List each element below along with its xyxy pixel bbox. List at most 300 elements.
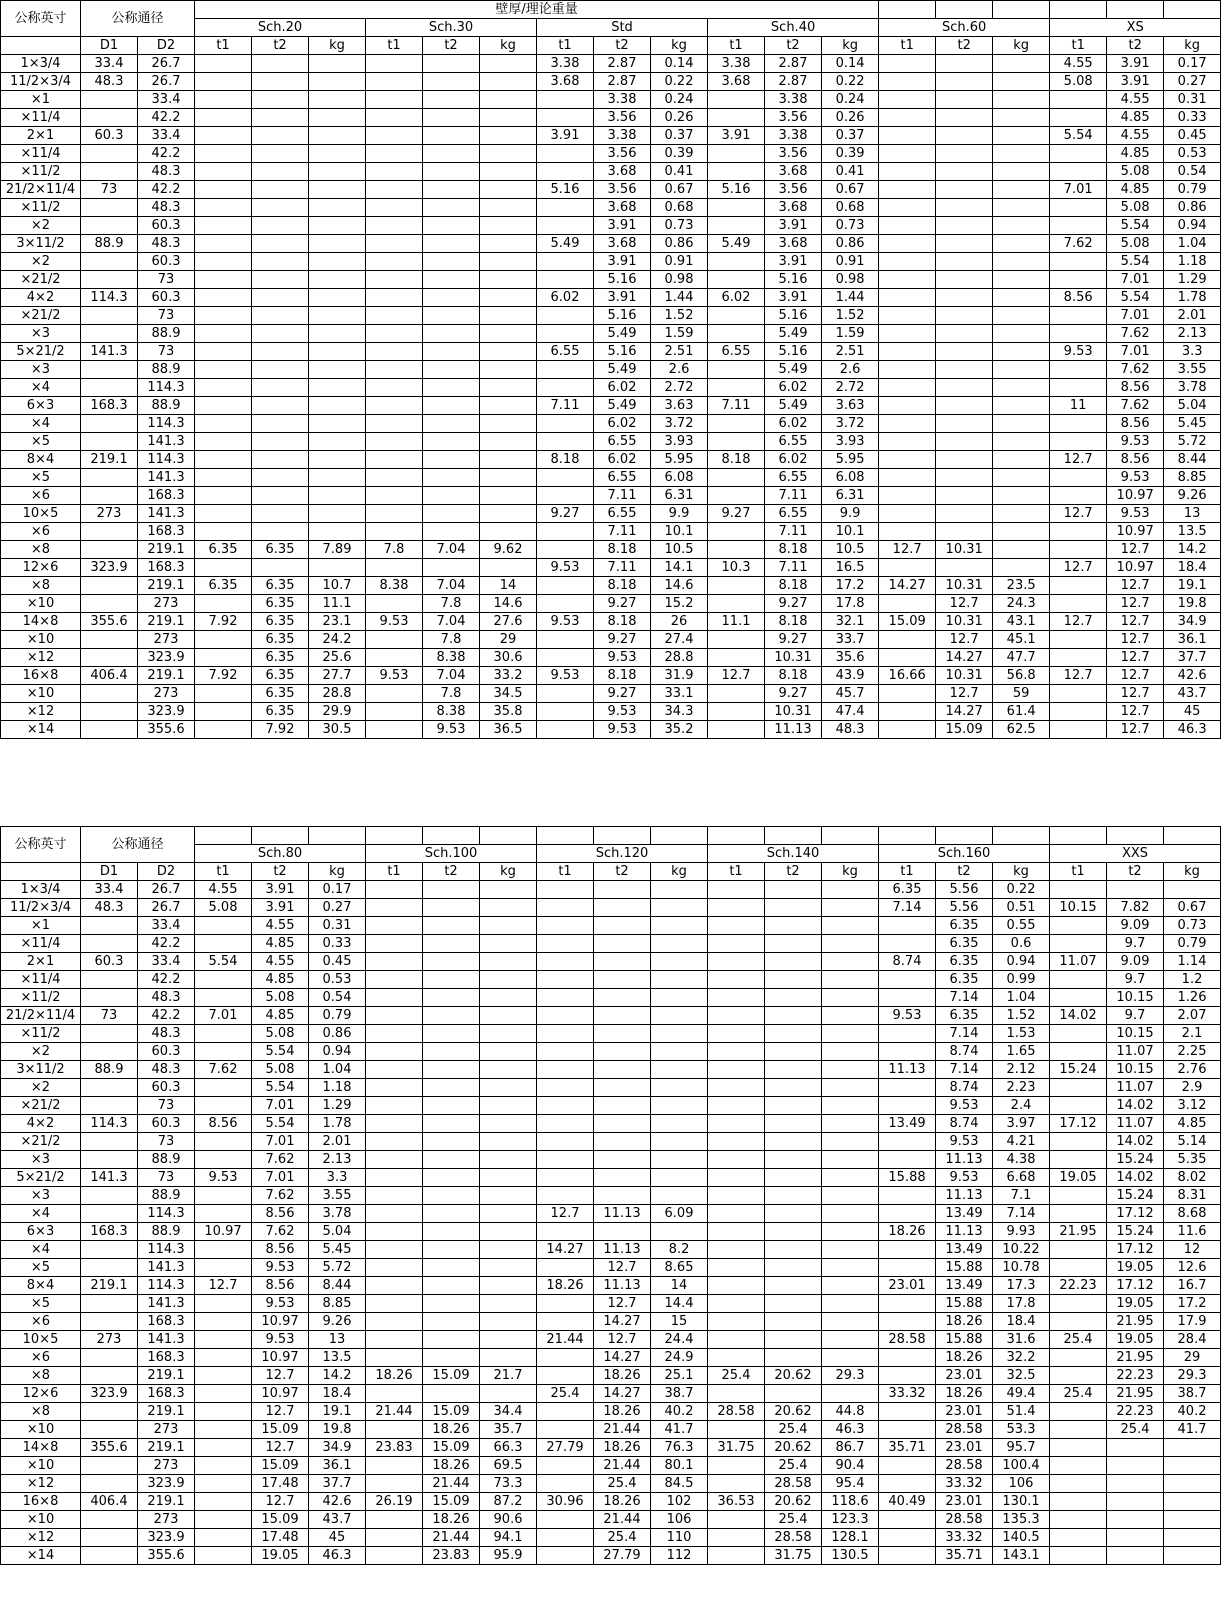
column-header-d1: D1 — [81, 37, 138, 55]
table-cell — [936, 325, 993, 343]
table-cell — [81, 271, 138, 289]
table-cell — [822, 881, 879, 899]
table-cell — [822, 1151, 879, 1169]
table-cell — [195, 1349, 252, 1367]
table-cell — [195, 343, 252, 361]
table-cell: 0.53 — [1164, 145, 1221, 163]
table-cell: 29.3 — [1164, 1367, 1221, 1385]
table-cell — [1050, 307, 1107, 325]
table-cell — [708, 271, 765, 289]
table-cell: 219.1 — [138, 1367, 195, 1385]
table-cell — [195, 1295, 252, 1313]
table-cell — [879, 109, 936, 127]
table-cell — [708, 1205, 765, 1223]
table-cell — [993, 343, 1050, 361]
table-cell: 168.3 — [138, 487, 195, 505]
table-row — [1, 1169, 1221, 1187]
table-cell: 3.97 — [993, 1115, 1050, 1133]
schedule-header: Sch.120 — [537, 845, 708, 863]
table-cell — [366, 1349, 423, 1367]
table-cell — [936, 451, 993, 469]
table-cell: 0.86 — [822, 235, 879, 253]
table-cell: 0.94 — [1164, 217, 1221, 235]
table-cell: 42.2 — [138, 109, 195, 127]
table-cell: 19.05 — [252, 1547, 309, 1565]
table-cell — [366, 1457, 423, 1475]
table-cell: 3.91 — [765, 289, 822, 307]
table-cell — [309, 289, 366, 307]
table-cell: 5.49 — [765, 361, 822, 379]
table-cell: 3.56 — [765, 181, 822, 199]
table-cell — [1107, 1511, 1164, 1529]
table-cell: 12.7 — [594, 1259, 651, 1277]
table-cell: 9.53 — [1107, 433, 1164, 451]
table-cell: 1.53 — [993, 1025, 1050, 1043]
table-row — [1, 253, 1221, 271]
table-cell: 7.11 — [765, 487, 822, 505]
table-cell: 33.4 — [138, 127, 195, 145]
table-cell: 2.13 — [309, 1151, 366, 1169]
table-cell — [423, 917, 480, 935]
table-cell — [195, 523, 252, 541]
table-cell — [1164, 1439, 1221, 1457]
table-cell — [423, 953, 480, 971]
table-cell: 10.97 — [252, 1385, 309, 1403]
table-cell — [537, 935, 594, 953]
table-cell: 15.09 — [252, 1421, 309, 1439]
table-cell — [423, 91, 480, 109]
table-cell: 0.33 — [309, 935, 366, 953]
table-cell: 9.7 — [1107, 971, 1164, 989]
table-cell: 3.91 — [537, 127, 594, 145]
table-cell: 20.62 — [765, 1439, 822, 1457]
table-cell — [993, 397, 1050, 415]
table-cell — [195, 55, 252, 73]
table-cell: 95.7 — [993, 1439, 1050, 1457]
table-cell: 0.67 — [822, 181, 879, 199]
table-cell — [81, 415, 138, 433]
table-cell: 6.02 — [594, 451, 651, 469]
table-cell: 21.44 — [423, 1529, 480, 1547]
table-cell — [537, 271, 594, 289]
table-cell: 18.26 — [423, 1511, 480, 1529]
table-cell — [537, 899, 594, 917]
table-cell: 8.74 — [936, 1115, 993, 1133]
table-cell — [651, 971, 708, 989]
table-cell: 114.3 — [138, 1205, 195, 1223]
table-cell — [1107, 1547, 1164, 1565]
table-cell — [651, 1025, 708, 1043]
table-cell: 3.56 — [594, 181, 651, 199]
nominal-size-cell: ×8 — [1, 577, 81, 595]
nominal-size-cell: ×4 — [1, 1205, 81, 1223]
table-cell — [366, 55, 423, 73]
table-cell: 11.1 — [309, 595, 366, 613]
table-cell: 5.56 — [936, 899, 993, 917]
table-cell: 8.18 — [708, 451, 765, 469]
table-cell — [594, 971, 651, 989]
table-cell: 8.18 — [594, 613, 651, 631]
table-cell: 25.1 — [651, 1367, 708, 1385]
table-cell: 23.01 — [936, 1439, 993, 1457]
table-cell — [423, 1079, 480, 1097]
table-cell: 273 — [81, 505, 138, 523]
table-cell — [309, 523, 366, 541]
table-cell — [81, 1313, 138, 1331]
table-cell: 5.54 — [195, 953, 252, 971]
table-row — [1, 505, 1221, 523]
table-cell — [480, 1349, 537, 1367]
table-cell — [1050, 1511, 1107, 1529]
table-cell — [423, 1151, 480, 1169]
table-cell: 3.91 — [252, 899, 309, 917]
table-cell — [708, 1475, 765, 1493]
table-cell — [480, 163, 537, 181]
table-cell: 5.16 — [594, 271, 651, 289]
table-cell — [708, 685, 765, 703]
table-cell: 1.14 — [1164, 953, 1221, 971]
table-cell — [936, 55, 993, 73]
table-cell: 35.7 — [480, 1421, 537, 1439]
table-cell — [879, 469, 936, 487]
table-cell: 4.55 — [252, 953, 309, 971]
table-cell: 8.56 — [1107, 415, 1164, 433]
table-cell: 8.74 — [936, 1043, 993, 1061]
table-cell — [879, 595, 936, 613]
table-cell — [366, 1079, 423, 1097]
table-cell: 12.7 — [195, 1277, 252, 1295]
nominal-size-cell: 12×6 — [1, 559, 81, 577]
table-cell — [1164, 1, 1221, 19]
table-cell — [366, 505, 423, 523]
table-cell — [936, 379, 993, 397]
table-cell — [195, 971, 252, 989]
table-cell — [1164, 1511, 1221, 1529]
table-cell — [423, 1313, 480, 1331]
table-cell: 29 — [480, 631, 537, 649]
table-cell — [1050, 433, 1107, 451]
table-row — [1, 721, 1221, 739]
table-cell: 21.7 — [480, 1367, 537, 1385]
table-cell: 2.51 — [822, 343, 879, 361]
table-cell: 23.01 — [936, 1403, 993, 1421]
table-cell: 6.55 — [537, 343, 594, 361]
table-cell — [594, 1223, 651, 1241]
column-header-t2: t2 — [765, 863, 822, 881]
nominal-size-cell: 14×8 — [1, 1439, 81, 1457]
table-cell — [1050, 361, 1107, 379]
table-cell: 2.6 — [651, 361, 708, 379]
table-cell — [423, 523, 480, 541]
table-cell: 14.6 — [651, 577, 708, 595]
table-cell — [480, 415, 537, 433]
table-cell: 7.01 — [1050, 181, 1107, 199]
table-row — [1, 1367, 1221, 1385]
table-cell — [765, 1349, 822, 1367]
table-cell — [765, 1205, 822, 1223]
table-cell: 42.2 — [138, 1007, 195, 1025]
table-cell: 73 — [138, 1097, 195, 1115]
table-cell — [879, 989, 936, 1007]
table-cell: 94.1 — [480, 1529, 537, 1547]
table-cell — [252, 163, 309, 181]
table-cell — [252, 127, 309, 145]
table-cell: 1.04 — [309, 1061, 366, 1079]
table-cell — [879, 289, 936, 307]
table-cell: 32.5 — [993, 1367, 1050, 1385]
table-row — [1, 145, 1221, 163]
schedule-header: XXS — [1050, 845, 1221, 863]
table-cell — [81, 1457, 138, 1475]
table-cell — [879, 397, 936, 415]
table-cell: 43.1 — [993, 613, 1050, 631]
table-cell: 14.02 — [1050, 1007, 1107, 1025]
table-cell — [765, 1295, 822, 1313]
table-cell: 6.09 — [651, 1205, 708, 1223]
table-cell — [993, 199, 1050, 217]
table-cell — [195, 559, 252, 577]
table-cell — [423, 163, 480, 181]
table-cell — [1164, 1457, 1221, 1475]
table-cell: 27.7 — [309, 667, 366, 685]
table-cell: 73 — [138, 1133, 195, 1151]
table-cell — [1107, 1475, 1164, 1493]
table-cell — [993, 325, 1050, 343]
table-cell — [252, 253, 309, 271]
table-cell — [879, 935, 936, 953]
table-cell: 33.4 — [81, 55, 138, 73]
table-cell — [366, 1007, 423, 1025]
table-cell: 17.12 — [1107, 1241, 1164, 1259]
table-cell — [423, 109, 480, 127]
table-row — [1, 1439, 1221, 1457]
table-cell — [423, 199, 480, 217]
table-cell: 0.41 — [651, 163, 708, 181]
table-cell — [81, 487, 138, 505]
schedule-header: Sch.80 — [195, 845, 366, 863]
table-cell — [423, 1061, 480, 1079]
table-cell — [366, 971, 423, 989]
table-row — [1, 971, 1221, 989]
table-cell: 29 — [1164, 1349, 1221, 1367]
table-cell: 2.25 — [1164, 1043, 1221, 1061]
table-cell — [195, 145, 252, 163]
table-cell — [1050, 541, 1107, 559]
table-cell — [708, 1421, 765, 1439]
table-row — [1, 1493, 1221, 1511]
table-cell — [1050, 631, 1107, 649]
table-cell: 6.02 — [537, 289, 594, 307]
table-cell — [480, 433, 537, 451]
table-cell — [252, 271, 309, 289]
table-cell — [81, 649, 138, 667]
table-cell — [879, 1547, 936, 1565]
table-cell: 12.7 — [252, 1403, 309, 1421]
table-cell: 17.12 — [1107, 1277, 1164, 1295]
nominal-size-cell: ×5 — [1, 433, 81, 451]
table-cell — [879, 1403, 936, 1421]
table-row — [1, 415, 1221, 433]
table-cell — [708, 1241, 765, 1259]
table-cell — [537, 1529, 594, 1547]
table-cell: 4.85 — [1164, 1115, 1221, 1133]
table-cell: 11.13 — [936, 1223, 993, 1241]
table-cell: 25.4 — [765, 1511, 822, 1529]
table-cell — [366, 631, 423, 649]
table-cell — [423, 451, 480, 469]
table-cell: 21.95 — [1050, 1223, 1107, 1241]
table-cell: 219.1 — [138, 1493, 195, 1511]
table-cell — [708, 379, 765, 397]
column-header-t1: t1 — [708, 863, 765, 881]
table-cell: 13.49 — [936, 1277, 993, 1295]
table-cell — [765, 1043, 822, 1061]
table-cell — [879, 1457, 936, 1475]
table-cell: 15.09 — [423, 1439, 480, 1457]
table-cell: 8.31 — [1164, 1187, 1221, 1205]
table-cell: 4.55 — [1107, 91, 1164, 109]
table-cell: 3.91 — [765, 253, 822, 271]
table-cell — [537, 109, 594, 127]
nominal-size-cell: ×10 — [1, 1511, 81, 1529]
table-cell: 8.85 — [309, 1295, 366, 1313]
column-header-t2: t2 — [423, 37, 480, 55]
table-cell: 49.4 — [993, 1385, 1050, 1403]
table-row — [1, 1457, 1221, 1475]
table-cell — [651, 1133, 708, 1151]
table-cell: 23.01 — [879, 1277, 936, 1295]
column-header-t2: t2 — [936, 37, 993, 55]
table-cell: 10.15 — [1107, 1025, 1164, 1043]
table-cell: 25.4 — [594, 1475, 651, 1493]
table-cell — [879, 559, 936, 577]
table-cell — [1107, 827, 1164, 845]
table-cell: 17.9 — [1164, 1313, 1221, 1331]
nominal-size-cell: 11/2×3/4 — [1, 899, 81, 917]
table-cell — [537, 1547, 594, 1565]
table-cell: 219.1 — [138, 1403, 195, 1421]
table-cell — [423, 1277, 480, 1295]
table-cell: 11.13 — [594, 1277, 651, 1295]
table-cell: 5.54 — [1050, 127, 1107, 145]
table-cell: 8.18 — [594, 577, 651, 595]
table-cell — [537, 685, 594, 703]
table-cell — [1050, 1457, 1107, 1475]
table-cell — [480, 1025, 537, 1043]
table-cell — [366, 1385, 423, 1403]
table-cell — [822, 1295, 879, 1313]
column-header-kg: kg — [822, 863, 879, 881]
table-cell — [366, 73, 423, 91]
table-cell: 1.52 — [993, 1007, 1050, 1025]
table-cell: 41.7 — [651, 1421, 708, 1439]
table-cell — [480, 1115, 537, 1133]
table-cell: 60.3 — [138, 217, 195, 235]
table-row — [1, 55, 1221, 73]
table-cell — [822, 953, 879, 971]
table-cell: 15.24 — [1107, 1187, 1164, 1205]
table-cell: 10.15 — [1050, 899, 1107, 917]
table-cell: 6.35 — [252, 541, 309, 559]
table-cell — [480, 1385, 537, 1403]
table-cell — [651, 1187, 708, 1205]
table-cell: 9.53 — [1050, 343, 1107, 361]
table-cell — [594, 935, 651, 953]
table-cell — [423, 1115, 480, 1133]
table-cell — [1050, 971, 1107, 989]
nominal-size-cell: ×5 — [1, 1259, 81, 1277]
table-cell — [1164, 1529, 1221, 1547]
table-cell: 0.91 — [651, 253, 708, 271]
nominal-size-cell: ×1 — [1, 91, 81, 109]
table-cell — [366, 361, 423, 379]
table-cell: 0.27 — [309, 899, 366, 917]
table-cell: 9.53 — [879, 1007, 936, 1025]
table-cell — [993, 451, 1050, 469]
table-cell — [81, 935, 138, 953]
column-header-t2: t2 — [936, 863, 993, 881]
table-cell — [309, 235, 366, 253]
table-cell — [822, 899, 879, 917]
table-cell: 6.35 — [252, 577, 309, 595]
table-cell: 18.26 — [423, 1457, 480, 1475]
table-cell — [1050, 1295, 1107, 1313]
table-cell: 114.3 — [138, 415, 195, 433]
table-cell — [81, 917, 138, 935]
table-cell — [879, 127, 936, 145]
table-cell: 141.3 — [138, 433, 195, 451]
table-cell: 48.3 — [81, 899, 138, 917]
table-cell: 34.9 — [309, 1439, 366, 1457]
table-cell — [81, 1079, 138, 1097]
column-header-kg: kg — [651, 863, 708, 881]
column-header-t1: t1 — [366, 863, 423, 881]
table-cell: 28.58 — [936, 1511, 993, 1529]
table-cell: 6.35 — [252, 685, 309, 703]
table-cell — [81, 1259, 138, 1277]
table-cell — [480, 1259, 537, 1277]
table-cell — [708, 1277, 765, 1295]
table-cell: 7.11 — [594, 523, 651, 541]
table-cell: 12.7 — [594, 1295, 651, 1313]
table-cell — [366, 469, 423, 487]
table-cell: 3.93 — [651, 433, 708, 451]
table-cell: 15.2 — [651, 595, 708, 613]
table-cell: 47.7 — [993, 649, 1050, 667]
table-cell — [708, 1349, 765, 1367]
table-cell — [594, 1079, 651, 1097]
table-cell: 42.2 — [138, 971, 195, 989]
table-cell: 35.71 — [879, 1439, 936, 1457]
table-cell: 7.1 — [993, 1187, 1050, 1205]
table-cell — [423, 127, 480, 145]
table-cell — [81, 307, 138, 325]
table-cell — [708, 469, 765, 487]
table-cell — [993, 433, 1050, 451]
table-cell — [1050, 1475, 1107, 1493]
table-cell: 14.27 — [594, 1313, 651, 1331]
table-cell — [195, 91, 252, 109]
table-cell: 5.08 — [252, 1025, 309, 1043]
table-cell — [81, 1511, 138, 1529]
table-cell: 3.3 — [309, 1169, 366, 1187]
table-cell — [708, 1187, 765, 1205]
table-cell — [1050, 1, 1107, 19]
table-cell — [423, 433, 480, 451]
table-cell — [936, 253, 993, 271]
table-cell — [366, 487, 423, 505]
table-cell — [423, 1187, 480, 1205]
